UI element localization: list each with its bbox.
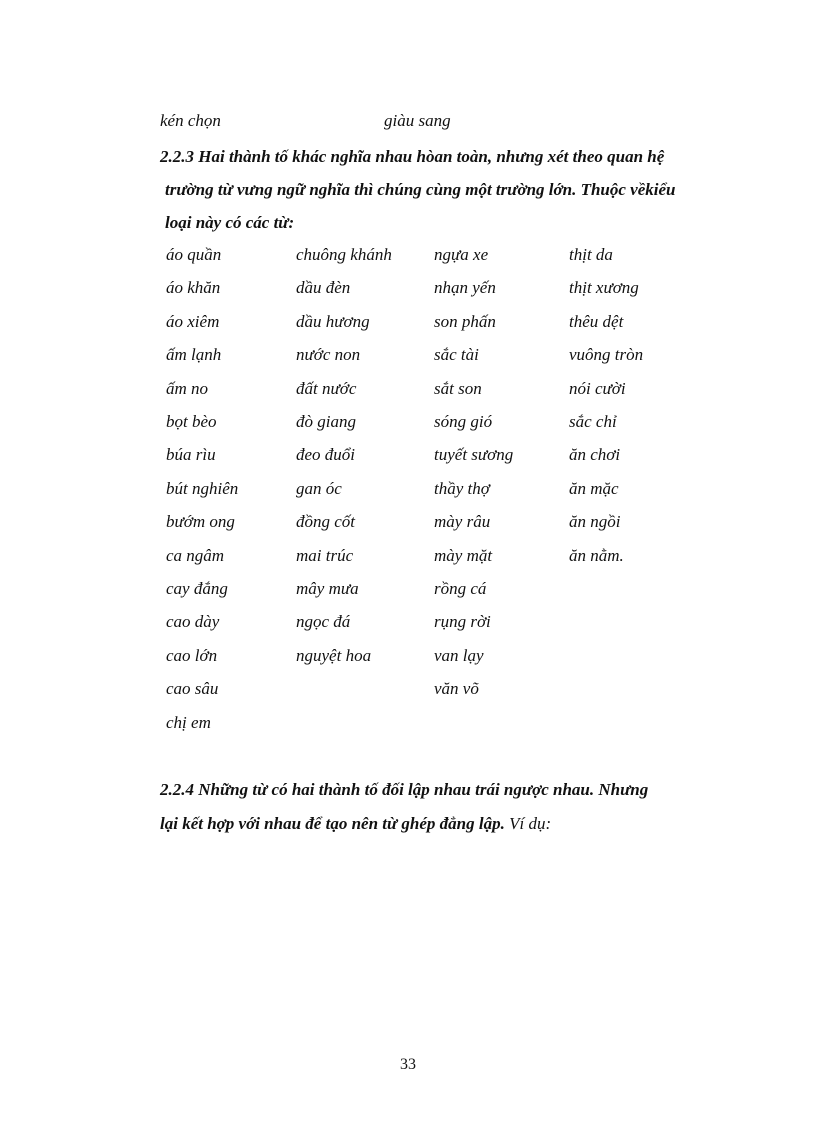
- word-item: sắt son: [434, 379, 482, 398]
- word-item: ăn chơi: [569, 445, 621, 464]
- word-item: mày mặt: [434, 546, 493, 565]
- section-224-line-2: [160, 813, 551, 835]
- section-223-line-3: loại này có các từ:: [165, 213, 295, 232]
- word-item: sóng gió: [434, 412, 493, 431]
- word-item: bướm ong: [166, 512, 235, 531]
- word-item: son phấn: [434, 312, 496, 331]
- word-item: áo xiêm: [166, 312, 220, 331]
- word-item: ăn nằm.: [569, 546, 624, 565]
- word-item: gan óc: [296, 479, 342, 498]
- word-item: đồng cốt: [296, 512, 356, 531]
- word-item: thịt da: [569, 245, 613, 264]
- word-item: mây mưa: [296, 579, 359, 598]
- word-item: bọt bèo: [166, 412, 217, 431]
- section-223-line-2: trường từ vưng ngữ nghĩa thì chúng cùng một trường lớn. Thuộc vềkiểu: [165, 180, 676, 199]
- word-item: tuyết sương: [434, 445, 514, 464]
- word-item: nước non: [296, 345, 361, 364]
- word-item: nói cười: [569, 379, 626, 398]
- word-item: cao dày: [166, 612, 220, 631]
- word-item: cao lớn: [166, 646, 218, 665]
- word-item: ăn ngồi: [569, 512, 621, 531]
- word-item: thịt xương: [569, 278, 639, 297]
- section-224-line-2-bold: lại kết hợp với nhau để tạo nên từ ghép đẳng lập.: [160, 814, 505, 833]
- section-224-line-1: 2.2.4 Những từ có hai thành tố đối lập nhau trái ngược nhau. Nhưng: [160, 780, 649, 799]
- word-item: mai trúc: [296, 546, 354, 565]
- word-item: rồng cá: [434, 579, 487, 598]
- word-item: ấm lạnh: [166, 345, 222, 364]
- word-item: thầy thợ: [434, 479, 490, 498]
- word-item: dầu hương: [296, 312, 370, 331]
- word-item: ngọc đá: [296, 612, 351, 631]
- word-item: van lạy: [434, 646, 484, 665]
- word-item: đất nước: [296, 379, 357, 398]
- word-item: cao sâu: [166, 679, 219, 698]
- word-item: áo khăn: [166, 278, 221, 297]
- word-item: búa rìu: [166, 445, 216, 464]
- word-item: văn võ: [434, 679, 479, 698]
- word-item: cay đắng: [166, 579, 228, 598]
- word-item: ca ngâm: [166, 546, 225, 565]
- word-item: nguyệt hoa: [296, 646, 372, 665]
- word-item: áo quần: [166, 245, 222, 264]
- word-item: chuông khánh: [296, 245, 392, 264]
- section-223-line-1: 2.2.3 Hai thành tố khác nghĩa nhau hòan toàn, nhưng xét theo quan hệ: [160, 147, 665, 166]
- word-item: đò giang: [296, 412, 356, 431]
- section-224-line-2-plain: Ví dụ:: [504, 814, 552, 833]
- word-item: ăn mặc: [569, 479, 619, 498]
- word-item: sắc chỉ: [569, 412, 617, 431]
- word-item: ngựa xe: [434, 245, 489, 264]
- intro-word-right: giàu sang: [384, 111, 451, 130]
- word-item: mày râu: [434, 512, 491, 531]
- word-item: sắc tài: [434, 345, 479, 364]
- word-item: nhạn yến: [434, 278, 496, 297]
- page-number: 33: [400, 1056, 416, 1073]
- word-item: dầu đèn: [296, 278, 351, 297]
- word-item: thêu dệt: [569, 312, 624, 331]
- intro-word-left: kén chọn: [160, 111, 221, 130]
- word-item: rụng rời: [434, 612, 491, 631]
- word-item: chị em: [166, 713, 211, 732]
- word-item: vuông tròn: [569, 345, 644, 364]
- word-item: bút nghiên: [166, 479, 239, 498]
- word-item: đeo đuổi: [296, 445, 356, 464]
- word-item: ấm no: [166, 379, 209, 398]
